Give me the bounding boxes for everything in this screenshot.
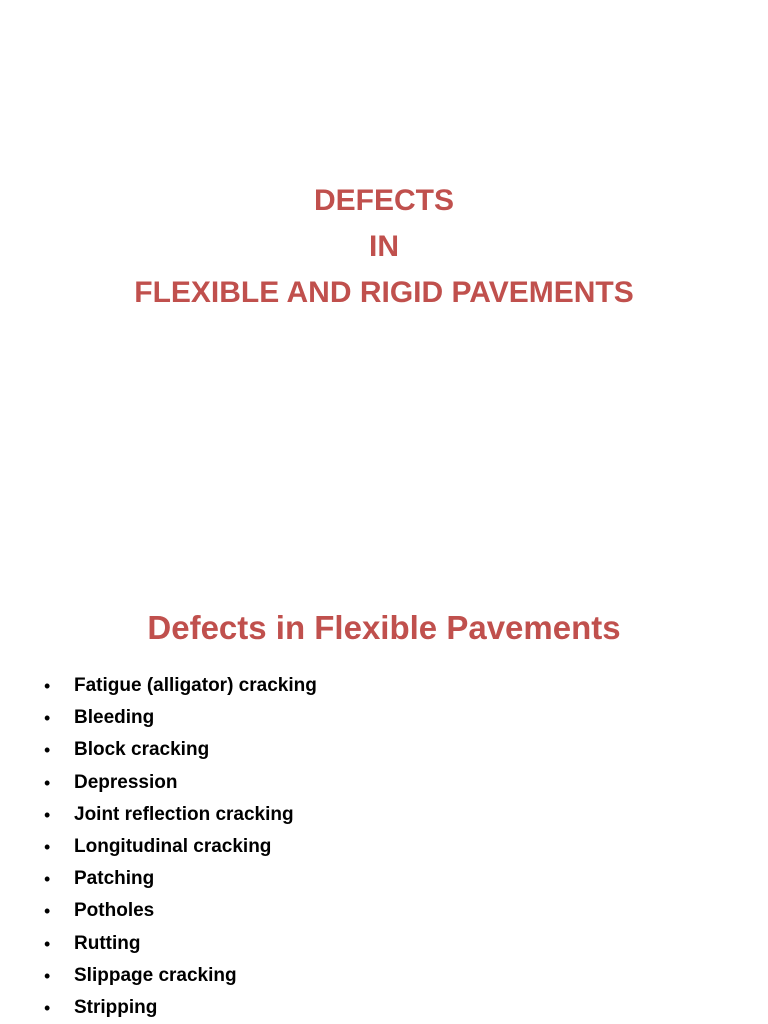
title-line-2: IN — [369, 230, 399, 263]
list-item-label: Longitudinal cracking — [74, 835, 272, 857]
bullet-icon: • — [44, 804, 51, 825]
bullet-icon: • — [44, 740, 51, 761]
list-item-label: Joint reflection cracking — [74, 803, 294, 825]
bullet-icon: • — [44, 676, 51, 696]
list-item — [40, 799, 317, 831]
list-item — [40, 767, 317, 799]
list-item — [40, 992, 317, 1024]
list-item-label: Rutting — [74, 932, 141, 954]
list-item-label: Stripping — [74, 996, 158, 1018]
defect-list — [40, 670, 317, 1024]
list-item-label: Slippage cracking — [74, 964, 237, 986]
list-item-label: Patching — [74, 868, 155, 890]
bullet-icon: • — [44, 708, 51, 729]
section-heading: Defects in Flexible Pavements — [147, 609, 621, 646]
title-line-3: FLEXIBLE AND RIGID PAVEMENTS — [134, 276, 634, 309]
bullet-icon: • — [44, 901, 51, 922]
list-item — [40, 734, 317, 766]
list-item-label: Potholes — [74, 900, 155, 922]
bullet-icon: • — [44, 869, 51, 890]
list-item-label: Block cracking — [74, 739, 210, 761]
bullet-icon: • — [44, 965, 51, 986]
list-item — [40, 670, 317, 702]
bullet-icon: • — [44, 836, 51, 857]
title-line-1: DEFECTS — [313, 184, 454, 217]
list-item-label: Depression — [74, 771, 178, 793]
list-item — [40, 960, 317, 992]
presentation-title — [0, 178, 768, 316]
flexible-defects-slide — [0, 576, 768, 1024]
bullet-icon: • — [44, 772, 51, 793]
list-item — [40, 895, 317, 927]
list-item — [40, 702, 317, 734]
list-item-label: Fatigue (alligator) cracking — [74, 675, 317, 696]
list-item — [40, 831, 317, 863]
list-item-label: Bleeding — [74, 707, 155, 729]
bullet-icon: • — [44, 997, 51, 1018]
list-item — [40, 928, 317, 960]
bullet-icon: • — [44, 933, 51, 954]
list-item — [40, 863, 317, 895]
